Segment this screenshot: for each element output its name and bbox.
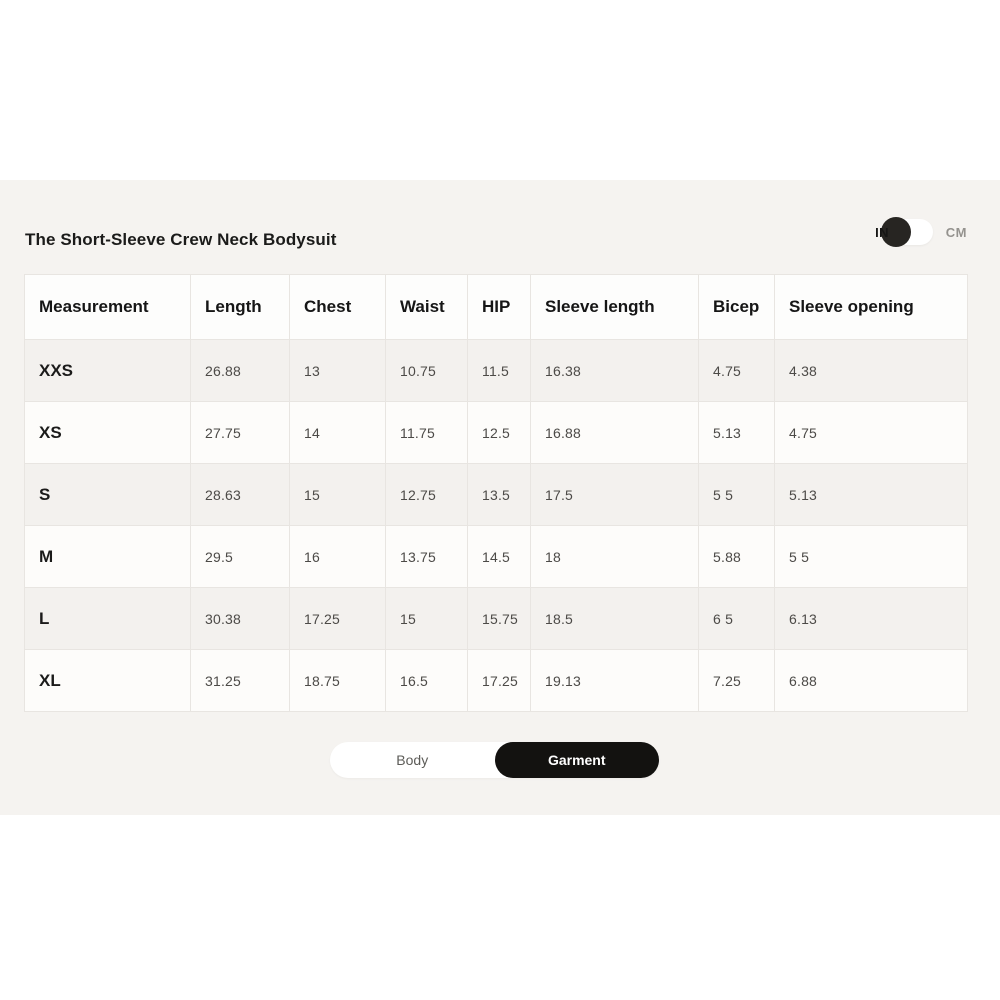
unit-in-label[interactable]: IN (875, 224, 889, 240)
page-title: The Short-Sleeve Crew Neck Bodysuit (25, 230, 337, 249)
body-tab[interactable]: Body (330, 742, 495, 778)
measurement-value: 16.38 (531, 340, 699, 402)
unit-switch[interactable] (886, 219, 933, 245)
table-row (25, 650, 968, 712)
measurement-value: 18.75 (290, 650, 386, 712)
table-row (25, 588, 968, 650)
measurement-value: 12.5 (468, 402, 531, 464)
measurement-value: 31.25 (191, 650, 290, 712)
measurement-value: 5.13 (699, 402, 775, 464)
measurement-value: 17.25 (290, 588, 386, 650)
measurement-value: 15 (386, 588, 468, 650)
measurement-value: 5.13 (775, 464, 968, 526)
measurement-value: 29.5 (191, 526, 290, 588)
measurement-value: 30.38 (191, 588, 290, 650)
body-garment-toggle (330, 742, 659, 778)
measurement-value: 6.88 (775, 650, 968, 712)
size-chart-table (24, 274, 968, 712)
measurement-value: 16.88 (531, 402, 699, 464)
measurement-value: 6 5 (699, 588, 775, 650)
measurement-value: 5 5 (699, 464, 775, 526)
table-row (25, 464, 968, 526)
measurement-value: 5.88 (699, 526, 775, 588)
measurement-value: 16.5 (386, 650, 468, 712)
measurement-value: 18.5 (531, 588, 699, 650)
measurement-value: 17.5 (531, 464, 699, 526)
measurement-value: 10.75 (386, 340, 468, 402)
size-label: XS (25, 402, 191, 464)
table-row (25, 402, 968, 464)
measurement-value: 4.75 (699, 340, 775, 402)
measurement-value: 12.75 (386, 464, 468, 526)
column-header: Bicep (699, 275, 775, 340)
measurement-value: 19.13 (531, 650, 699, 712)
measurement-value: 15.75 (468, 588, 531, 650)
table-row (25, 340, 968, 402)
column-header: Length (191, 275, 290, 340)
column-header: Sleeve opening (775, 275, 968, 340)
size-label: XXS (25, 340, 191, 402)
measurement-value: 27.75 (191, 402, 290, 464)
table-row (25, 526, 968, 588)
column-header: Measurement (25, 275, 191, 340)
column-header: Waist (386, 275, 468, 340)
column-header: Chest (290, 275, 386, 340)
size-label: M (25, 526, 191, 588)
measurement-value: 13.5 (468, 464, 531, 526)
size-label: L (25, 588, 191, 650)
measurement-value: 13 (290, 340, 386, 402)
column-header: Sleeve length (531, 275, 699, 340)
measurement-value: 16 (290, 526, 386, 588)
unit-cm-label[interactable]: CM (945, 224, 967, 240)
measurement-value: 18 (531, 526, 699, 588)
size-label: S (25, 464, 191, 526)
unit-toggle (875, 217, 967, 247)
column-header: HIP (468, 275, 531, 340)
table-body (25, 340, 968, 712)
size-label: XL (25, 650, 191, 712)
measurement-value: 5 5 (775, 526, 968, 588)
garment-tab[interactable]: Garment (495, 742, 660, 778)
measurement-value: 14 (290, 402, 386, 464)
measurement-value: 17.25 (468, 650, 531, 712)
measurement-value: 15 (290, 464, 386, 526)
measurement-value: 11.75 (386, 402, 468, 464)
measurement-value: 7.25 (699, 650, 775, 712)
measurement-value: 26.88 (191, 340, 290, 402)
measurement-value: 6.13 (775, 588, 968, 650)
measurement-value: 14.5 (468, 526, 531, 588)
measurement-value: 4.38 (775, 340, 968, 402)
measurement-value: 28.63 (191, 464, 290, 526)
measurement-value: 13.75 (386, 526, 468, 588)
measurement-value: 4.75 (775, 402, 968, 464)
measurement-value: 11.5 (468, 340, 531, 402)
header-row (25, 275, 968, 340)
